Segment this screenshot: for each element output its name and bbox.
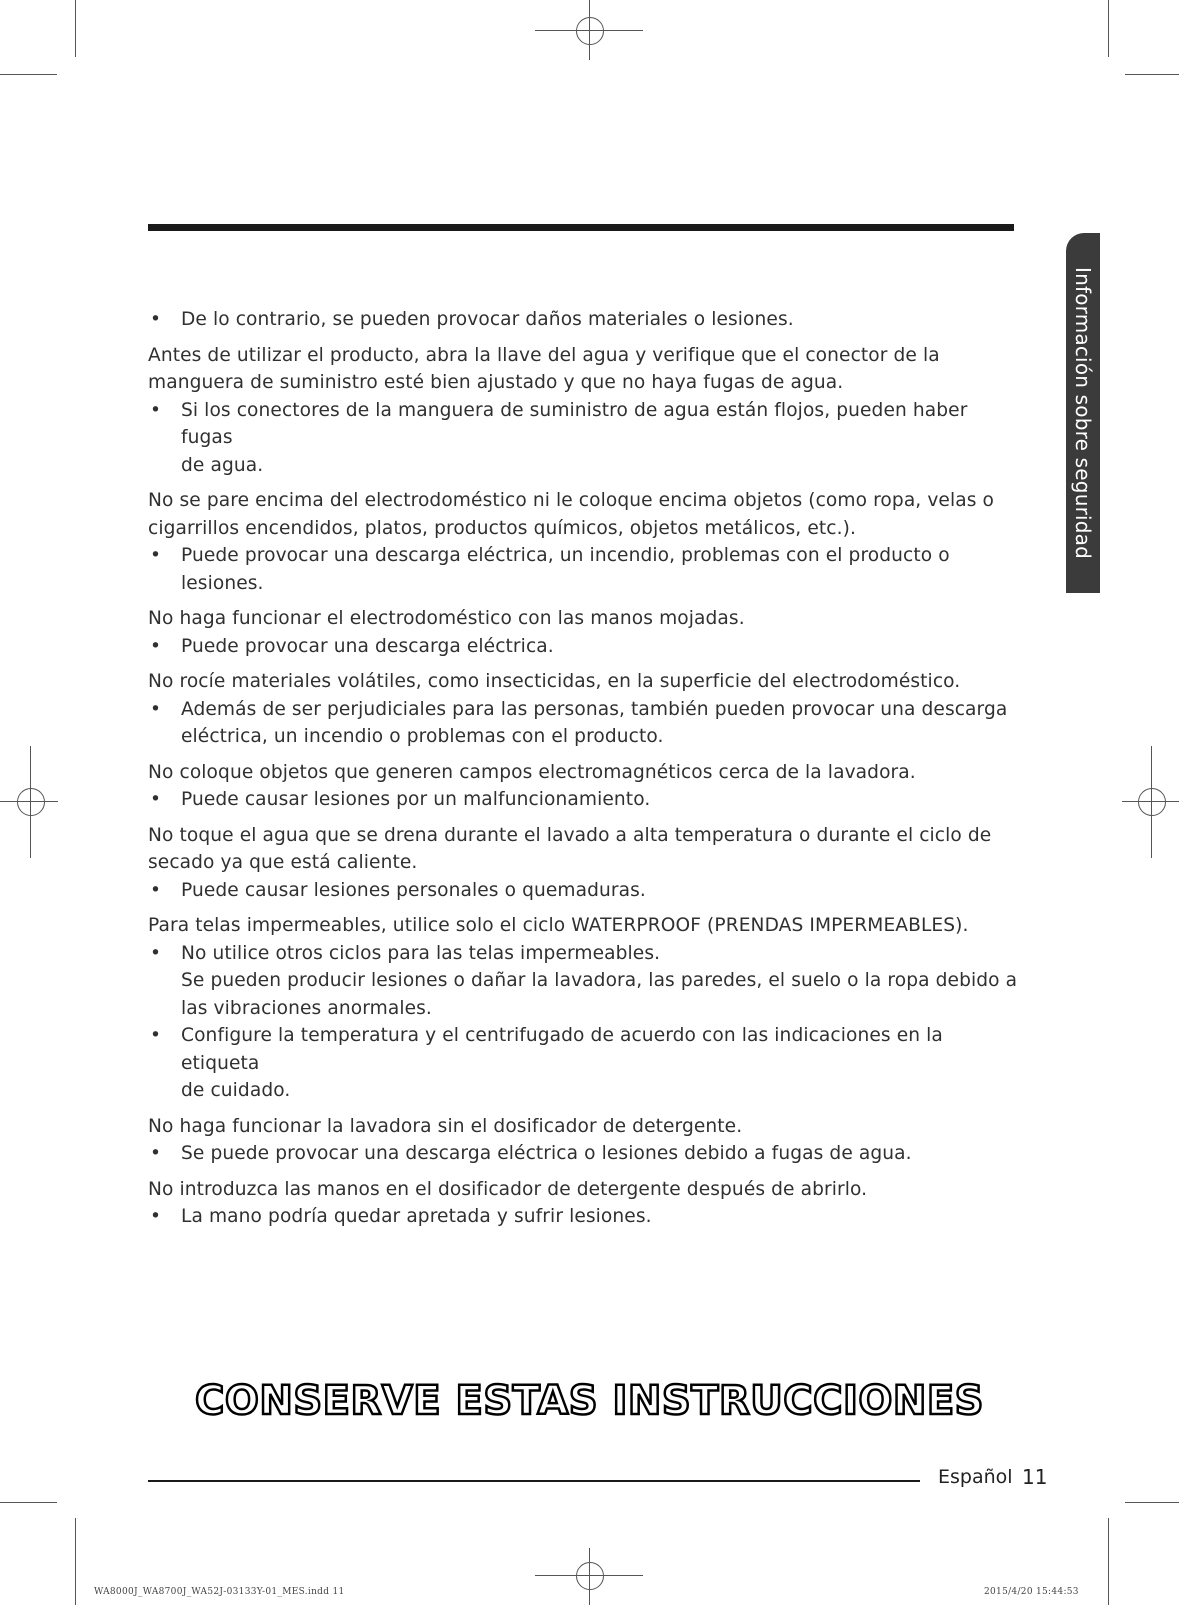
section-tab [1066,233,1100,593]
instruction-text: cigarrillos encendidos, platos, productos químicos, objetos metálicos, etc.). [148,517,856,539]
bullet-icon: • [150,879,162,901]
section-tab-label: Información sobre seguridad [1071,266,1095,559]
bullet-text: eléctrica, un incendio o problemas con el producto. [181,726,664,747]
bullet-item [148,1203,1018,1231]
instruction-text: No haga funcionar el electrodoméstico con las manos mojadas. [148,608,745,629]
crop-mark [1125,74,1179,75]
instruction-text: manguera de suministro esté bien ajustado y que no haya fugas de agua. [148,372,844,393]
bullet-text: Si los conectores de la manguera de suministro de agua están flojos, pueden haber fugas [181,399,968,448]
bullet-text: las vibraciones anormales. [181,997,432,1019]
instruction-text: No toque el agua que se drena durante el lavado a alta temperatura o durante el ciclo de [148,824,992,846]
bullet-icon: • [150,1025,162,1046]
bullet-item [148,1140,1018,1168]
instruction-block [148,1113,1018,1168]
crop-mark [75,0,76,57]
bullet-icon: • [150,789,162,810]
bullet-text: Puede causar lesiones personales o quemaduras. [181,879,646,901]
bullet-icon: • [150,1143,162,1164]
bullet-item [148,1077,1018,1105]
bullet-item [148,306,1018,334]
bullet-text: Configure la temperatura y el centrifugado de acuerdo con las indicaciones en la etiqueta [181,1025,943,1074]
safety-instructions [148,306,1018,1239]
crop-mark [0,74,57,75]
bullet-text: de agua. [181,454,264,476]
instruction-block [148,668,1018,751]
top-rule [148,224,1014,231]
bullet-icon: • [150,1206,162,1227]
crop-mark [1125,1502,1179,1503]
bullet-icon: • [150,545,162,566]
bullet-text: lesiones. [181,572,264,594]
bullet-text: No utilice otros ciclos para las telas impermeables. [181,942,661,964]
bullet-icon: • [150,309,162,330]
instruction-block [148,759,1018,814]
print-slug-file: WA8000J_WA8700J_WA52J-03133Y-01_MES.indd 11 [94,1587,345,1597]
instruction-text: No rocíe materiales volátiles, como insecticidas, en la superficie del electrodoméstico. [148,671,961,692]
registration-mark [576,17,604,45]
instruction-block [148,487,1018,597]
bullet-item [148,877,1018,905]
bullet-icon: • [150,698,162,720]
bullet-item [148,452,1018,480]
bullet-text: Se puede provocar una descarga eléctrica o lesiones debido a fugas de agua. [181,1143,912,1164]
bullet-item [148,570,1018,598]
bullet-icon: • [150,635,162,657]
bullet-icon: • [150,942,162,964]
instruction-text: No se pare encima del electrodoméstico ni le coloque encima objetos (como ropa, velas o [148,490,995,511]
instruction-text: No haga funcionar la lavadora sin el dosificador de detergente. [148,1115,743,1137]
instruction-block [148,342,1018,480]
bullet-text: Además de ser perjudiciales para las personas, también pueden provocar una descarga [181,698,1008,720]
bullet-text: Puede provocar una descarga eléctrica. [181,635,554,657]
bullet-icon: • [150,399,162,421]
crop-mark [1108,0,1109,57]
footer-rule [148,1480,920,1482]
bullet-item [148,940,1018,968]
print-slug-date: 2015/4/20 15:44:53 [984,1587,1079,1597]
crop-mark [75,1518,76,1605]
bullet-item [148,786,1018,814]
instruction-text: No coloque objetos que generen campos electromagnéticos cerca de la lavadora. [148,761,916,783]
bullet-text: De lo contrario, se pueden provocar daños materiales o lesiones. [181,309,794,330]
bullet-item [148,696,1018,724]
bullet-item [148,967,1018,995]
crop-mark [0,1502,57,1503]
instruction-text: Para telas impermeables, utilice solo el ciclo WATERPROOF (PRENDAS IMPERMEABLES). [148,915,969,936]
page-heading: CONSERVE ESTAS INSTRUCCIONES [195,1378,984,1424]
instruction-block [148,605,1018,660]
instruction-block [148,1176,1018,1231]
bullet-item [148,633,1018,661]
bullet-text: La mano podría quedar apretada y sufrir lesiones. [181,1206,652,1227]
bullet-item [148,1022,1018,1077]
registration-mark [17,788,45,816]
instruction-text: secado ya que está caliente. [148,852,418,873]
instruction-block [148,306,1018,334]
instruction-block [148,822,1018,905]
bullet-item [148,542,1018,570]
bullet-item [148,995,1018,1023]
registration-mark [576,1562,604,1590]
page-number: 11 [1022,1465,1048,1489]
bullet-text: Puede causar lesiones por un malfuncionamiento. [181,789,651,810]
bullet-text: Se pueden producir lesiones o dañar la lavadora, las paredes, el suelo o la ropa debido a [181,970,1018,991]
footer-language: Español [938,1466,1013,1488]
bullet-item [148,723,1018,751]
bullet-text: de cuidado. [181,1080,291,1101]
bullet-item [148,397,1018,452]
bullet-text: Puede provocar una descarga eléctrica, un incendio, problemas con el producto o [181,545,950,566]
instruction-text: Antes de utilizar el producto, abra la llave del agua y verifique que el conector de la [148,344,940,366]
instruction-text: No introduzca las manos en el dosificador de detergente después de abrirlo. [148,1178,868,1200]
registration-mark [1138,788,1166,816]
crop-mark [1108,1518,1109,1605]
instruction-block [148,912,1018,1105]
